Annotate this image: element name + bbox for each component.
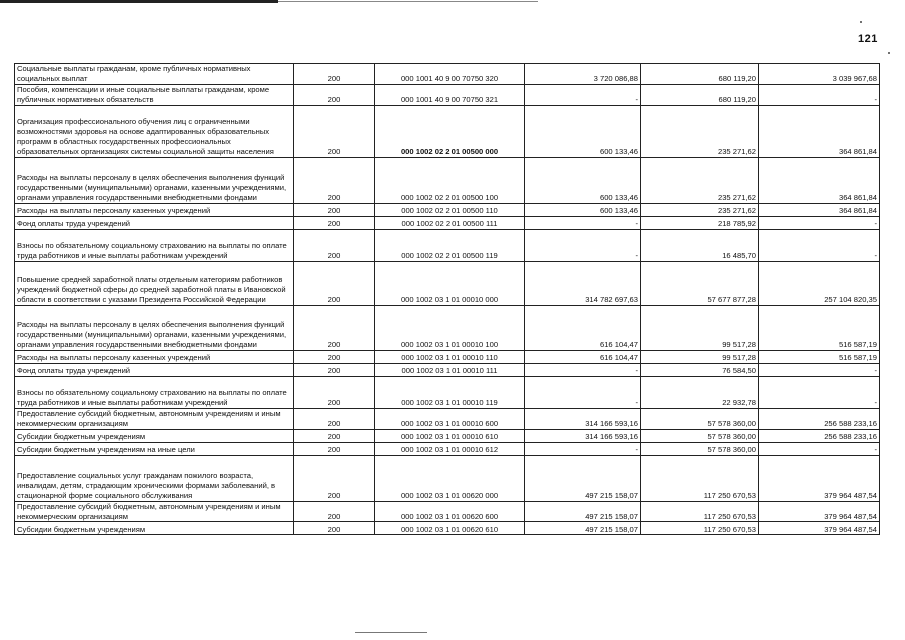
row-code-cell: 000 1002 03 1 01 00620 610 <box>375 522 525 535</box>
table-row <box>15 363 880 376</box>
row-remainder-cell: - <box>759 442 880 455</box>
table-row <box>15 376 880 408</box>
row-name-cell: Организация профессионального обучения лиц с ограниченными возможностями здоровья на основе адаптированных образовательных программ в областных государственных профессиональных образовательных организациях системы социальной защиты населения <box>15 105 294 157</box>
row-remainder-cell: 3 039 967,68 <box>759 64 880 85</box>
table-row <box>15 442 880 455</box>
row-approved-cell: - <box>525 229 641 261</box>
row-name-cell: Предоставление субсидий бюджетным, автономным учреждениям и иным некоммерческим организациям <box>15 408 294 429</box>
row-executed-cell: 57 578 360,00 <box>641 429 759 442</box>
row-approved-cell: - <box>525 216 641 229</box>
row-code-cell: 000 1002 03 1 01 00010 119 <box>375 376 525 408</box>
row-executed-cell: 99 517,28 <box>641 305 759 350</box>
table-row <box>15 203 880 216</box>
row-name-cell: Расходы на выплаты персоналу в целях обеспечения выполнения функций государственными (муниципальными) органами, казенными учреждениями, органами управления государственными внебюджетными фондами <box>15 157 294 203</box>
row-executed-cell: 680 119,20 <box>641 84 759 105</box>
row-remainder-cell: 516 587,19 <box>759 305 880 350</box>
row-grbs-cell: 200 <box>294 84 375 105</box>
row-code-cell: 000 1002 03 1 01 00010 612 <box>375 442 525 455</box>
row-approved-cell: - <box>525 363 641 376</box>
table-row <box>15 84 880 105</box>
scan-speck <box>860 21 862 23</box>
budget-table <box>14 63 880 535</box>
row-code-cell: 000 1002 02 2 01 00500 119 <box>375 229 525 261</box>
table-row <box>15 305 880 350</box>
row-executed-cell: 218 785,92 <box>641 216 759 229</box>
row-grbs-cell: 200 <box>294 442 375 455</box>
row-name-cell: Пособия, компенсации и иные социальные выплаты гражданам, кроме публичных нормативных обязательств <box>15 84 294 105</box>
table-row <box>15 216 880 229</box>
row-executed-cell: 235 271,62 <box>641 203 759 216</box>
table-row <box>15 455 880 501</box>
row-executed-cell: 117 250 670,53 <box>641 522 759 535</box>
row-executed-cell: 117 250 670,53 <box>641 501 759 522</box>
row-grbs-cell: 200 <box>294 157 375 203</box>
row-executed-cell: 22 932,78 <box>641 376 759 408</box>
row-grbs-cell: 200 <box>294 203 375 216</box>
table-row <box>15 408 880 429</box>
row-remainder-cell: 256 588 233,16 <box>759 408 880 429</box>
row-code-cell: 000 1002 02 2 01 00500 111 <box>375 216 525 229</box>
row-grbs-cell: 200 <box>294 261 375 305</box>
row-remainder-cell: 379 964 487,54 <box>759 522 880 535</box>
row-name-cell: Субсидии бюджетным учреждениям <box>15 522 294 535</box>
row-code-cell: 000 1002 02 2 01 00500 100 <box>375 157 525 203</box>
table-row <box>15 429 880 442</box>
row-grbs-cell: 200 <box>294 363 375 376</box>
row-name-cell: Взносы по обязательному социальному страхованию на выплаты по оплате труда работников и иные выплаты работникам учреждений <box>15 376 294 408</box>
row-name-cell: Фонд оплаты труда учреждений <box>15 363 294 376</box>
row-remainder-cell: 364 861,84 <box>759 203 880 216</box>
row-grbs-cell: 200 <box>294 305 375 350</box>
budget-table-body <box>15 64 880 535</box>
row-approved-cell: 497 215 158,07 <box>525 455 641 501</box>
row-code-cell: 000 1001 40 9 00 70750 321 <box>375 84 525 105</box>
row-name-cell: Социальные выплаты гражданам, кроме публичных нормативных социальных выплат <box>15 64 294 85</box>
row-executed-cell: 57 578 360,00 <box>641 408 759 429</box>
row-remainder-cell: 364 861,84 <box>759 105 880 157</box>
row-name-cell: Фонд оплаты труда учреждений <box>15 216 294 229</box>
row-name-cell: Взносы по обязательному социальному страхованию на выплаты по оплате труда работников и иные выплаты работникам учреждений <box>15 229 294 261</box>
table-row <box>15 157 880 203</box>
row-remainder-cell: - <box>759 363 880 376</box>
table-row <box>15 105 880 157</box>
row-code-cell: 000 1002 03 1 01 00010 600 <box>375 408 525 429</box>
row-approved-cell: 600 133,46 <box>525 203 641 216</box>
row-executed-cell: 235 271,62 <box>641 157 759 203</box>
row-approved-cell: 497 215 158,07 <box>525 522 641 535</box>
row-approved-cell: 314 166 593,16 <box>525 429 641 442</box>
row-grbs-cell: 200 <box>294 501 375 522</box>
row-code-cell: 000 1002 03 1 01 00010 110 <box>375 350 525 363</box>
row-name-cell: Повышение средней заработной платы отдельным категориям работников учреждений бюджетной сферы до средней заработной платы в Ивановской области в соответствии с указами Президента Российской Федерации <box>15 261 294 305</box>
row-remainder-cell: 516 587,19 <box>759 350 880 363</box>
row-approved-cell: 3 720 086,88 <box>525 64 641 85</box>
row-grbs-cell: 200 <box>294 350 375 363</box>
row-code-cell: 000 1002 03 1 01 00010 610 <box>375 429 525 442</box>
row-code-cell: 000 1002 02 2 01 00500 000 <box>375 105 525 157</box>
row-code-cell: 000 1002 03 1 01 00010 111 <box>375 363 525 376</box>
table-row <box>15 522 880 535</box>
row-grbs-cell: 200 <box>294 408 375 429</box>
row-executed-cell: 57 578 360,00 <box>641 442 759 455</box>
row-name-cell: Предоставление субсидий бюджетным, автономным учреждениям и иным некоммерческим организациям <box>15 501 294 522</box>
row-grbs-cell: 200 <box>294 229 375 261</box>
row-name-cell: Предоставление социальных услуг гражданам пожилого возраста, инвалидам, детям, страдающим хроническими формами заболеваний, в стационарной форме социального обслуживания <box>15 455 294 501</box>
row-code-cell: 000 1002 03 1 01 00620 600 <box>375 501 525 522</box>
bottom-rule <box>355 632 427 633</box>
row-approved-cell: 314 166 593,16 <box>525 408 641 429</box>
row-grbs-cell: 200 <box>294 455 375 501</box>
row-code-cell: 000 1002 02 2 01 00500 110 <box>375 203 525 216</box>
row-approved-cell: 314 782 697,63 <box>525 261 641 305</box>
row-approved-cell: 600 133,46 <box>525 105 641 157</box>
table-row <box>15 229 880 261</box>
row-approved-cell: - <box>525 376 641 408</box>
top-rule-thin <box>278 1 538 2</box>
row-remainder-cell: - <box>759 216 880 229</box>
row-executed-cell: 16 485,70 <box>641 229 759 261</box>
row-grbs-cell: 200 <box>294 105 375 157</box>
row-approved-cell: - <box>525 84 641 105</box>
scan-speck <box>888 52 890 54</box>
row-remainder-cell: 379 964 487,54 <box>759 501 880 522</box>
row-approved-cell: 497 215 158,07 <box>525 501 641 522</box>
row-name-cell: Расходы на выплаты персоналу в целях обеспечения выполнения функций государственными (муниципальными) органами, казенными учреждениями, органами управления государственными внебюджетными фондами <box>15 305 294 350</box>
row-remainder-cell: 364 861,84 <box>759 157 880 203</box>
row-approved-cell: 616 104,47 <box>525 350 641 363</box>
row-remainder-cell: - <box>759 84 880 105</box>
row-name-cell: Расходы на выплаты персоналу казенных учреждений <box>15 203 294 216</box>
row-name-cell: Расходы на выплаты персоналу казенных учреждений <box>15 350 294 363</box>
row-grbs-cell: 200 <box>294 376 375 408</box>
row-code-cell: 000 1001 40 9 00 70750 320 <box>375 64 525 85</box>
row-remainder-cell: 256 588 233,16 <box>759 429 880 442</box>
row-executed-cell: 57 677 877,28 <box>641 261 759 305</box>
row-grbs-cell: 200 <box>294 64 375 85</box>
table-row <box>15 261 880 305</box>
row-code-cell: 000 1002 03 1 01 00010 100 <box>375 305 525 350</box>
row-approved-cell: 600 133,46 <box>525 157 641 203</box>
table-row <box>15 64 880 85</box>
row-code-cell: 000 1002 03 1 01 00010 000 <box>375 261 525 305</box>
row-executed-cell: 117 250 670,53 <box>641 455 759 501</box>
row-grbs-cell: 200 <box>294 522 375 535</box>
row-remainder-cell: - <box>759 229 880 261</box>
row-code-cell: 000 1002 03 1 01 00620 000 <box>375 455 525 501</box>
row-grbs-cell: 200 <box>294 429 375 442</box>
row-approved-cell: - <box>525 442 641 455</box>
row-remainder-cell: 257 104 820,35 <box>759 261 880 305</box>
table-row <box>15 350 880 363</box>
row-remainder-cell: - <box>759 376 880 408</box>
row-approved-cell: 616 104,47 <box>525 305 641 350</box>
top-rule <box>0 0 278 3</box>
page-number: 121 <box>858 33 878 45</box>
row-remainder-cell: 379 964 487,54 <box>759 455 880 501</box>
row-executed-cell: 680 119,20 <box>641 64 759 85</box>
row-executed-cell: 99 517,28 <box>641 350 759 363</box>
table-row <box>15 501 880 522</box>
row-name-cell: Субсидии бюджетным учреждениям на иные цели <box>15 442 294 455</box>
row-name-cell: Субсидии бюджетным учреждениям <box>15 429 294 442</box>
row-executed-cell: 76 584,50 <box>641 363 759 376</box>
row-executed-cell: 235 271,62 <box>641 105 759 157</box>
row-grbs-cell: 200 <box>294 216 375 229</box>
